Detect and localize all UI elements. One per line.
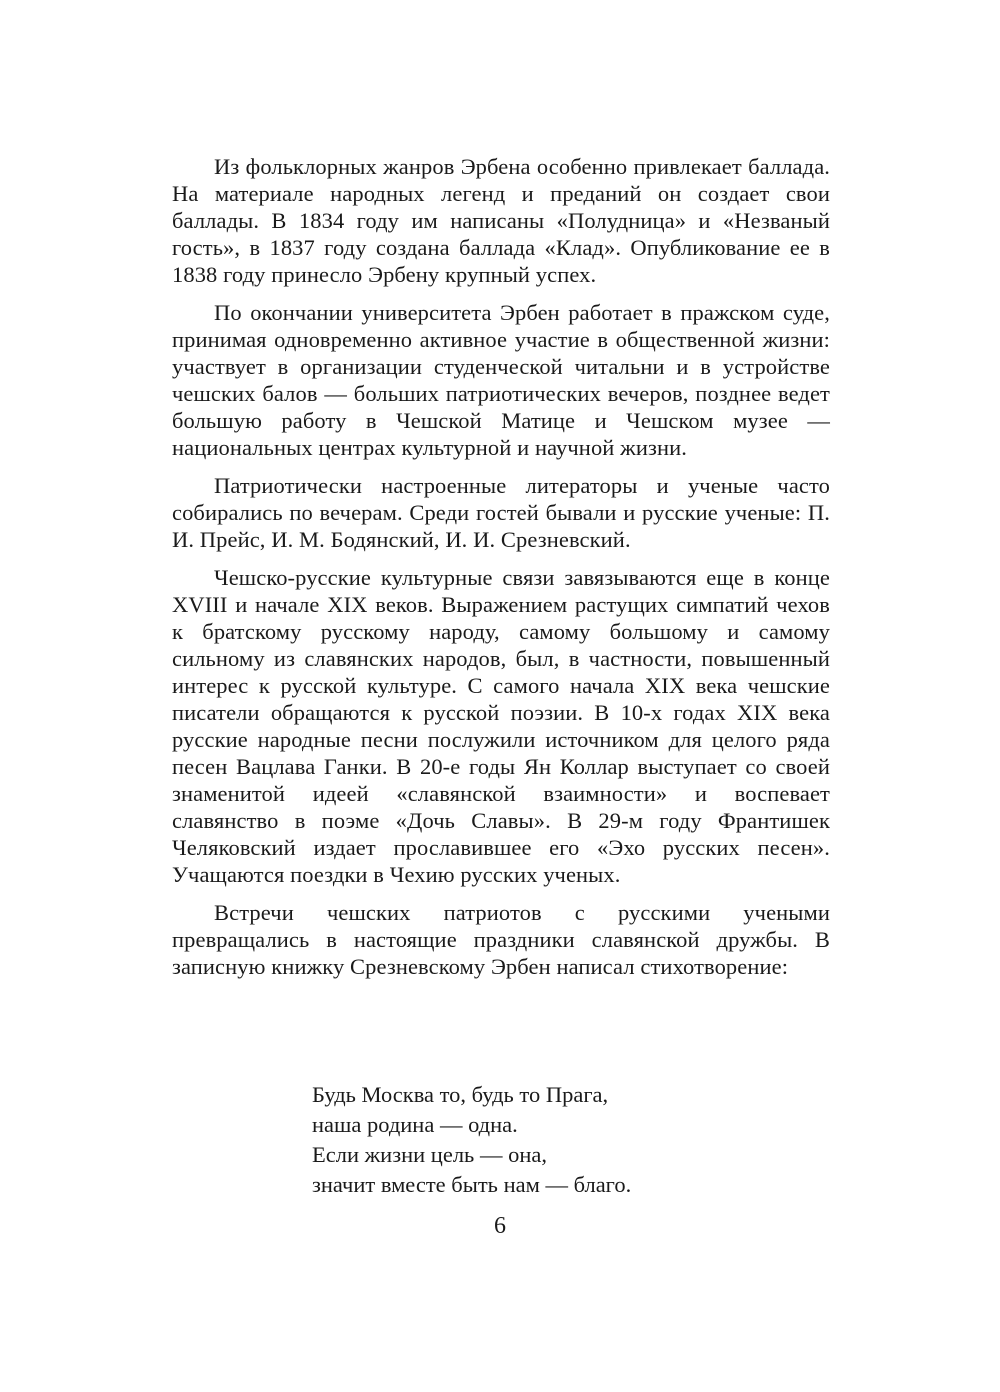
poem — [312, 1080, 762, 1200]
paragraph-erben-ballads: Из фольклорных жанров Эрбена особенно привлекает баллада. На материале народных легенд и преданий он создает свои баллады. В 1834 году им написаны «Полудница» и «Незваный гость», в 1837 году создана баллада «Клад». Опубликование ее в 1838 году принесло Эрбену крупный успех. — [172, 154, 830, 287]
paragraph-erben-university: По окончании университета Эрбен работает в пражском суде, принимая одновременно активное участие в общественной жизни: участвует в организации студенческой читальни и в устройстве чешских балов — больших патриотических вечеров, позднее ведет большую работу в Чешской Матице и Чешском музее — национальных центрах культурной и научной жизни. — [172, 300, 830, 460]
poem-line: значит вместе быть нам — благо. — [312, 1172, 632, 1197]
paragraph-meetings: Встречи чешских патриотов с русскими учеными превращались в настоящие праздники славянской дружбы. В записную книжку Срезневскому Эрбен написал стихотворение: — [172, 900, 830, 979]
poem-line: наша родина — одна. — [312, 1112, 518, 1137]
poem-line: Будь Москва то, будь то Прага, — [312, 1082, 609, 1107]
page-number: 6 — [494, 1213, 506, 1239]
paragraph-patriotic-literati: Патриотически настроенные литераторы и ученые часто собирались по вечерам. Среди гостей бывали и русские ученые: П. И. Прейс, И. М. Бодянский, И. И. Срезневский. — [172, 473, 830, 552]
paragraph-czech-russian-ties: Чешско-русские культурные связи завязываются еще в конце XVIII и начале XIX веков. Выражением растущих симпатий чехов к братскому русскому народу, самому большому и самому сильному из славянских народов, был, в частности, повышенный интерес к русской культуре. С самого начала XIX века чешские писатели обращаются к русской поэзии. В 10-х годах XIX века русские народные песни послужили источником для целого ряда песен Вацлава Ганки. В 20-е годы Ян Коллар выступает со своей знаменитой идеей «славянской взаимности» и воспевает славянство в поэме «Дочь Славы». В 29-м году Франтишек Челяковский издает прославившее его «Эхо русских песен». Учащаются поездки в Чехию русских ученых. — [172, 565, 830, 887]
poem-line: Если жизни цель — она, — [312, 1142, 547, 1167]
main-text — [172, 153, 830, 991]
